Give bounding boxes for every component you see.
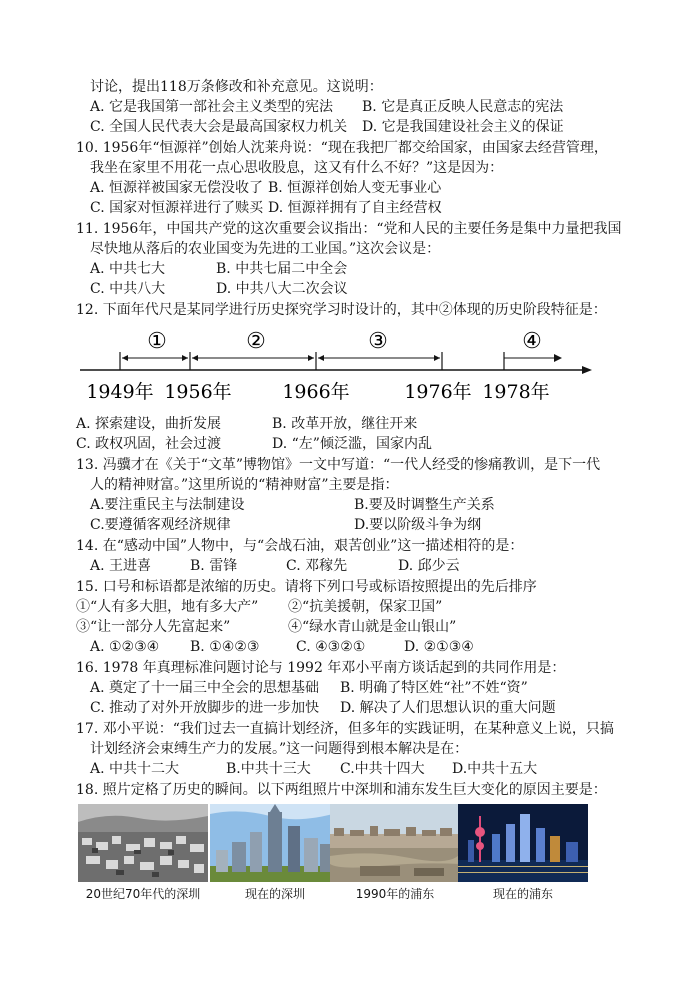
q16-option-c: C. 推动了对外开放脚步的进一步加快 bbox=[90, 700, 320, 716]
q11-option-b: B. 中共七届二中全会 bbox=[216, 261, 348, 277]
q15-option-b: B. ①④②③ bbox=[190, 639, 260, 655]
q13-stem-line2: 人的精神财富。”这里所说的“精神财富”主要是指： bbox=[90, 477, 399, 493]
caption-pudong-now: 现在的浦东 bbox=[492, 887, 553, 901]
caption-shenzhen-1970s: 20世纪70年代的深圳 bbox=[85, 887, 201, 901]
q15-slogan-1: ①“人有多大胆，地有多大产” bbox=[76, 599, 259, 615]
year-label-1976: 1976年 bbox=[404, 381, 472, 403]
year-label-1949: 1949年 bbox=[86, 381, 154, 403]
photo-pudong-now bbox=[458, 804, 588, 882]
q17-option-a: A. 中共十二大 bbox=[90, 761, 180, 777]
q16-option-b: B. 明确了特区姓“社”不姓“资” bbox=[340, 680, 528, 696]
q11-stem-line1: 11. 1956年，中国共产党的这次重要会议指出：“党和人民的主要任务是集中力量把我国 bbox=[76, 221, 622, 237]
span-4-right-arrow-icon bbox=[554, 354, 562, 362]
year-label-1978: 1978年 bbox=[482, 381, 550, 403]
q15-option-a: A. ①②③④ bbox=[90, 639, 160, 655]
period-label-4: ④ bbox=[522, 329, 542, 354]
q14-option-d: D. 邱少云 bbox=[398, 558, 460, 574]
q12-option-b: B. 改革开放，继往开来 bbox=[272, 416, 418, 432]
period-label-2: ② bbox=[246, 329, 266, 354]
q10-stem-line2: 我坐在家里不用花一点心思收股息，这又有什么不好？”这是因为： bbox=[90, 160, 504, 176]
q12-stem: 12. 下面年代尺是某同学进行历史探究学习时设计的，其中②体现的历史阶段特征是： bbox=[76, 302, 607, 318]
q15-slogan-3: ③“让一部分人先富起来” bbox=[76, 619, 231, 635]
q15-stem: 15. 口号和标语都是浓缩的历史。请将下列口号或标语按照提出的先后排序 bbox=[76, 579, 537, 595]
timeline-chart bbox=[70, 322, 600, 412]
q17-option-b: B.中共十三大 bbox=[226, 761, 311, 777]
q13-option-c: C.要遵循客观经济规律 bbox=[90, 517, 231, 533]
q15-option-d: D. ②①③④ bbox=[404, 639, 474, 655]
q16-option-a: A. 奠定了十一届三中全会的思想基础 bbox=[90, 680, 320, 696]
q14-stem: 14. 在“感动中国”人物中，与“会战石油，艰苦创业”这一描述相符的是： bbox=[76, 538, 524, 554]
q11-option-d: D. 中共八大二次会议 bbox=[216, 281, 348, 297]
q16-stem: 16. 1978 年真理标准问题讨论与 1992 年邓小平南方谈话起到的共同作用是： bbox=[76, 660, 566, 676]
q9-option-d: D. 它是我国建设社会主义的保证 bbox=[362, 119, 564, 135]
q13-stem-line1: 13. 冯骥才在《关于“文革”博物馆》一文中写道：“一代人经受的惨痛教训，是下一代 bbox=[76, 457, 601, 473]
q17-stem-line1: 17. 邓小平说：“我们过去一直搞计划经济，但多年的实践证明，在某种意义上说，只搞 bbox=[76, 721, 614, 737]
q10-option-d: D. 恒源祥拥有了自主经营权 bbox=[268, 200, 442, 216]
q15-slogan-2: ②“抗美援朝，保家卫国” bbox=[288, 599, 443, 615]
q9-stem: 讨论，提出118万条修改和补充意见。这说明： bbox=[90, 79, 383, 95]
q15-option-c: C. ④③②① bbox=[296, 639, 366, 655]
year-label-1966: 1966年 bbox=[282, 381, 350, 403]
caption-pudong-1990: 1990年的浦东 bbox=[355, 887, 435, 901]
q16-option-d: D. 解决了人们思想认识的重大问题 bbox=[340, 700, 556, 716]
span-3-left-arrow-icon bbox=[318, 355, 324, 361]
timeline-arrow-icon bbox=[582, 366, 592, 374]
q9-option-b: B. 它是真正反映人民意志的宪法 bbox=[362, 99, 564, 115]
q17-stem-line2: 计划经济会束缚生产力的发展。”这一问题得到根本解决是在： bbox=[90, 741, 469, 757]
q9-option-a: A. 它是我国第一部社会主义类型的宪法 bbox=[90, 99, 334, 115]
q12-option-a: A. 探索建设，曲折发展 bbox=[76, 416, 222, 432]
q14-option-b: B. 雷锋 bbox=[190, 558, 238, 574]
q10-option-a: A. 恒源祥被国家无偿没收了 bbox=[90, 180, 264, 196]
q15-slogan-4: ④“绿水青山就是金山银山” bbox=[288, 619, 457, 635]
q11-stem-line2: 尽快地从落后的农业国变为先进的工业国。”这次会议是： bbox=[90, 241, 441, 257]
q10-option-b: B. 恒源祥创始人变无事业心 bbox=[268, 180, 442, 196]
q12-option-c: C. 政权巩固，社会过渡 bbox=[76, 436, 222, 452]
q17-option-c: C.中共十四大 bbox=[340, 761, 425, 777]
photo-shenzhen-now bbox=[210, 804, 340, 882]
q11-option-c: C. 中共八大 bbox=[90, 281, 166, 297]
q10-stem-line1: 10. 1956年“恒源祥”创始人沈莱舟说：“现在我把厂都交给国家，由国家去经营管理， bbox=[76, 140, 608, 156]
photo-shenzhen-1970s bbox=[78, 804, 208, 882]
q11-option-a: A. 中共七大 bbox=[90, 261, 166, 277]
span-1-right-arrow-icon bbox=[182, 355, 188, 361]
period-label-1: ① bbox=[147, 329, 167, 354]
photo-pudong-1990 bbox=[330, 804, 460, 882]
q13-option-d: D.要以阶级斗争为纲 bbox=[354, 517, 482, 533]
q10-option-c: C. 国家对恒源祥进行了赎买 bbox=[90, 200, 264, 216]
q14-option-a: A. 王进喜 bbox=[90, 558, 152, 574]
period-label-3: ③ bbox=[368, 329, 388, 354]
q13-option-b: B.要及时调整生产关系 bbox=[354, 497, 495, 513]
q18-stem: 18. 照片定格了历史的瞬间。以下两组照片中深圳和浦东发生巨大变化的原因主要是： bbox=[76, 782, 607, 798]
q13-option-a: A.要注重民主与法制建设 bbox=[90, 497, 245, 513]
span-2-left-arrow-icon bbox=[192, 355, 198, 361]
q14-option-c: C. 邓稼先 bbox=[286, 558, 348, 574]
q17-option-d: D.中共十五大 bbox=[452, 761, 538, 777]
q9-option-c: C. 全国人民代表大会是最高国家权力机关 bbox=[90, 119, 348, 135]
year-label-1956: 1956年 bbox=[164, 381, 232, 403]
q12-option-d: D. “左”倾泛滥，国家内乱 bbox=[272, 436, 432, 452]
span-2-right-arrow-icon bbox=[308, 355, 314, 361]
caption-shenzhen-now: 现在的深圳 bbox=[244, 887, 305, 901]
span-1-left-arrow-icon bbox=[122, 355, 128, 361]
span-3-right-arrow-icon bbox=[434, 355, 440, 361]
